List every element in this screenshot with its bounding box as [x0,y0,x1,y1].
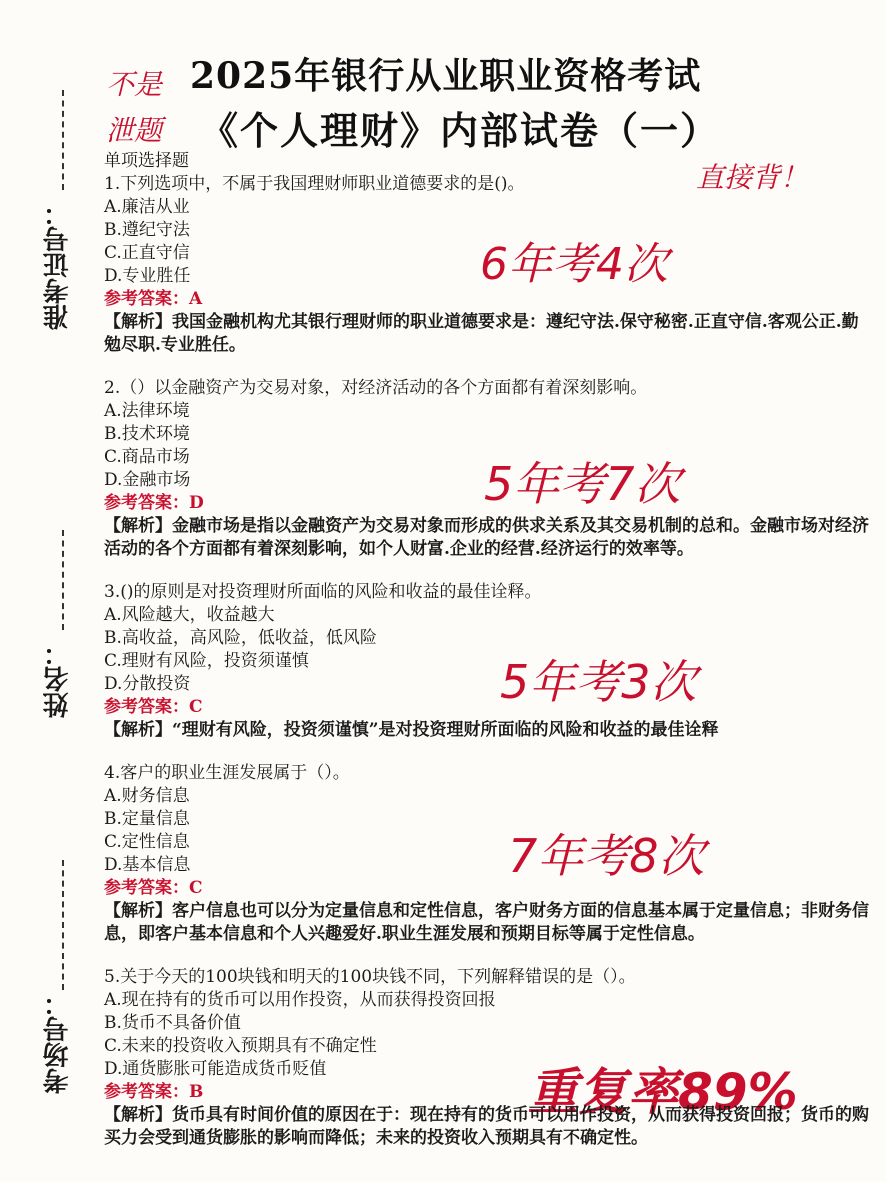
explanation: 【解析】“理财有风险，投资须谨慎”是对投资理财所面临的风险和收益的最佳诠释 [104,720,719,740]
explanation: 【解析】客户信息也可以分为定量信息和定性信息，客户财务方面的信息基本属于定量信息；非财务信息，即客户基本信息和个人兴趣爱好.职业生涯发展和预期目标等属于定性信息。 [104,901,869,944]
answer: 参考答案：A [104,289,203,309]
room-label: 考场号： [43,990,73,1094]
q2-frequency-note: 5年考7次 [484,457,681,511]
option: D.分散投资 [104,674,191,694]
answer: 参考答案：B [104,1082,204,1102]
question-stem: 5.关于今天的100块钱和明天的100块钱不同，下列解释错误的是（）。 [104,967,636,987]
option: B.遵纪守法 [104,220,190,240]
option: C.未来的投资收入预期具有不确定性 [104,1036,377,1056]
binding-margin [0,0,90,1182]
q1-frequency-note: 6年考4次 [480,239,668,290]
section-title: 单项选择题 [104,151,189,171]
exam-id-label: 准考证号： [43,200,73,330]
option: D.基本信息 [104,855,191,875]
option: C.商品市场 [104,447,190,467]
answer: 参考答案：C [104,697,203,717]
option: A.廉洁从业 [104,197,190,217]
explanation: 【解析】货币具有时间价值的原因在于：现在持有的货币可以用作投资，从而获得投资回报；货币的购买力会受到通货膨胀的影响而降低；未来的投资收入预期具有不确定性。 [104,1105,869,1148]
option: B.货币不具备价值 [104,1013,241,1033]
q4-frequency-note: 7年考8次 [508,829,705,883]
page-title: 2025年银行从业职业资格考试 [190,55,702,97]
memorize-note: 直接背！ [696,161,809,194]
option: D.金融市场 [104,470,191,490]
question-stem: 4.客户的职业生涯发展属于（）。 [104,763,350,783]
option: A.法律环境 [104,401,190,421]
name-label: 姓名： [43,640,73,718]
q3-frequency-note: 5年考3次 [500,655,697,709]
option: D.通货膨胀可能造成货币贬值 [104,1059,327,1079]
divider [62,860,64,990]
question-stem: 1.下列选项中，不属于我国理财师职业道德要求的是()。 [104,174,525,194]
option: A.财务信息 [104,786,190,806]
answer: 参考答案：C [104,878,203,898]
question-stem: 3.()的原则是对投资理财所面临的风险和收益的最佳诠释。 [104,582,542,602]
option: B.高收益，高风险，低收益，低风险 [104,628,377,648]
option: A.现在持有的货币可以用作投资，从而获得投资回报 [104,990,496,1010]
page-subtitle: 《个人理财》内部试卷（一） [200,108,721,153]
option: C.定性信息 [104,832,190,852]
option: D.专业胜任 [104,266,191,286]
explanation: 【解析】我国金融机构尤其银行理财师的职业道德要求是：遵纪守法.保守秘密.正直守信.客观公正.勤勉尽职.专业胜任。 [104,312,859,355]
question [104,966,874,1150]
question [104,377,874,561]
not-leaked-note: 不是泄题 [106,68,163,147]
question [104,581,874,742]
divider [62,90,64,190]
answer: 参考答案：D [104,493,204,513]
question [104,173,874,357]
divider [62,530,64,630]
repeat-rate-note: 重复率89% [528,1063,798,1121]
question-stem: 2.（）以金融资产为交易对象，对经济活动的各个方面都有着深刻影响。 [104,378,648,398]
option: A.风险越大，收益越大 [104,605,275,625]
question [104,762,874,946]
option: B.技术环境 [104,424,190,444]
option: C.理财有风险，投资须谨慎 [104,651,309,671]
explanation: 【解析】金融市场是指以金融资产为交易对象而形成的供求关系及其交易机制的总和。金融市场对经济活动的各个方面都有着深刻影响，如个人财富.企业的经营.经济运行的效率等。 [104,516,869,559]
exam-content [104,150,874,1150]
option: B.定量信息 [104,809,190,829]
option: C.正直守信 [104,243,190,263]
